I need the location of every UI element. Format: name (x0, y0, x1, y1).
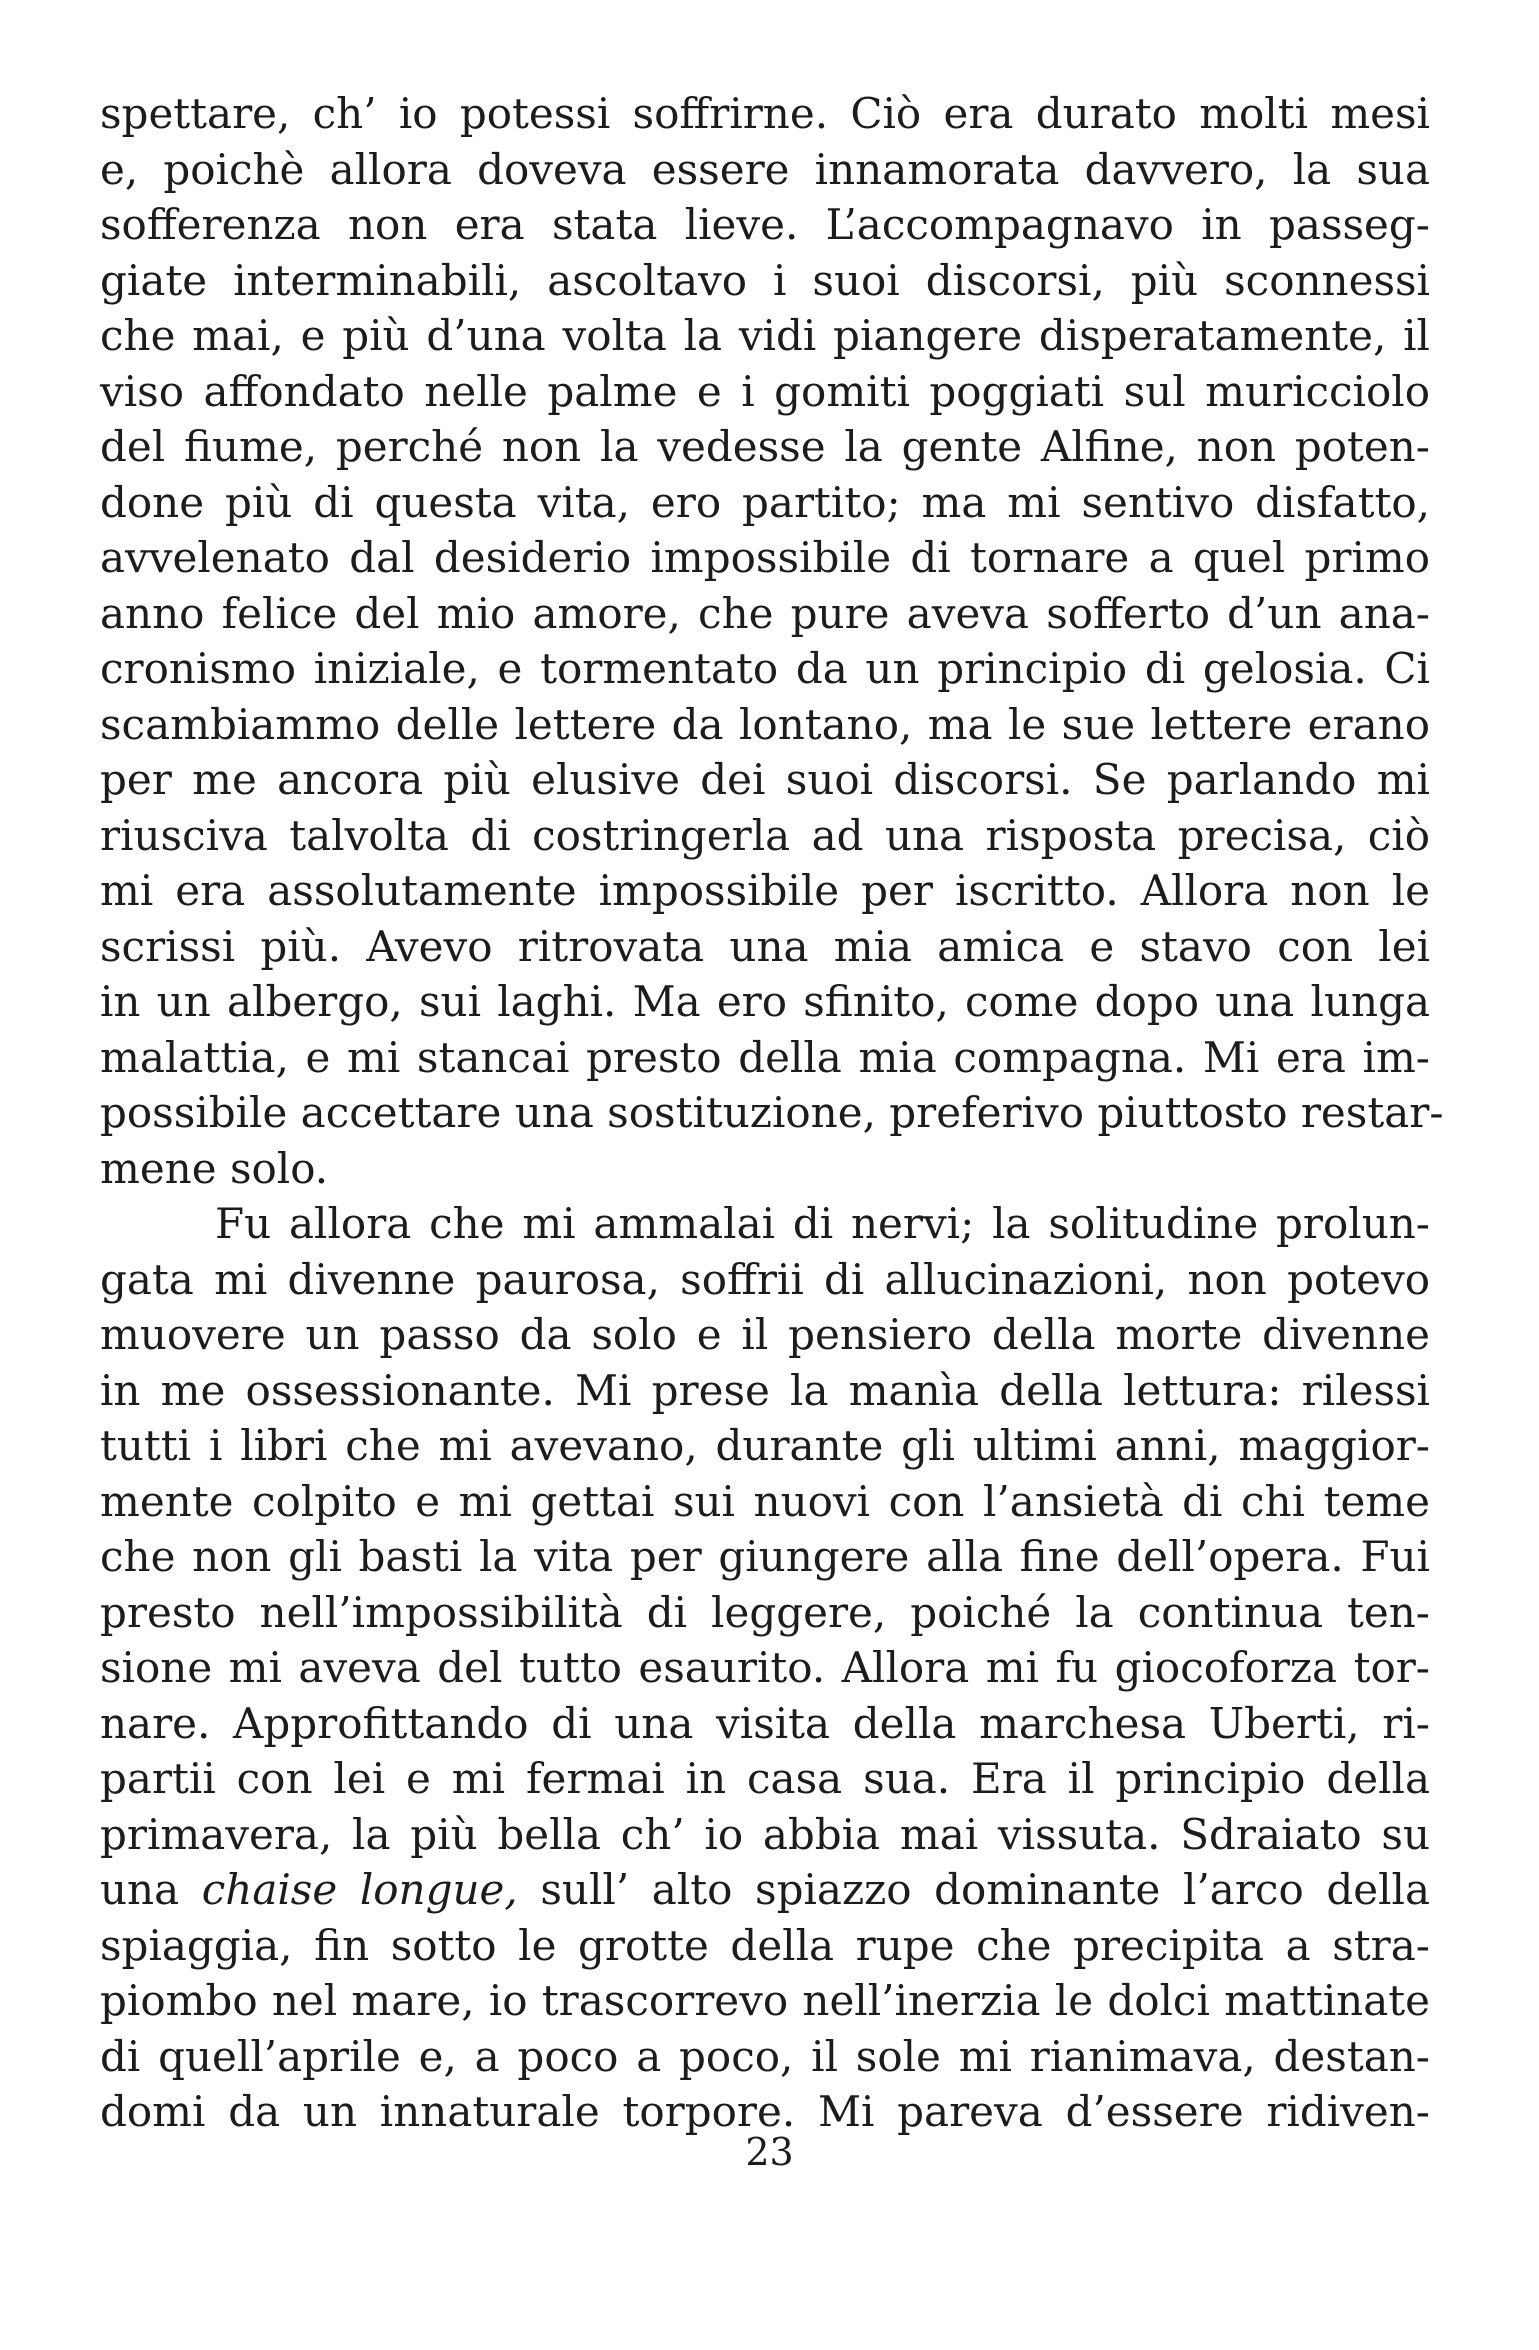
text-line: sione mi aveva del tutto esaurito. Allora mi fu giocoforza tor- (100, 1643, 1430, 1692)
text-line: in me ossessionante. Mi prese la manìa della lettura: rilessi (100, 1365, 1430, 1415)
text-line: spiaggia, fin sotto le grotte della rupe che precipita a stra- (100, 1920, 1430, 1970)
text-fragment: sull’ alto spiazzo dominante l’arco della (517, 1865, 1430, 1914)
text-line: muovere un passo da solo e il pensiero della morte divenne (100, 1310, 1430, 1359)
text-line: giate interminabili, ascoltavo i suoi discorsi, più sconnessi (100, 255, 1430, 305)
text-line: scrissi più. Avevo ritrovata una mia amica e stavo con lei (100, 921, 1430, 971)
text-line-with-italic (100, 1862, 1430, 1918)
text-line: riusciva talvolta di costringerla ad una risposta precisa, ciò (100, 810, 1430, 860)
text-line: anno felice del mio amore, che pure aveva sofferto d’un ana- (100, 588, 1430, 638)
text-line: possibile accettare una sostituzione, preferivo piuttosto restar- (100, 1088, 1444, 1137)
text-line: e, poichè allora doveva essere innamorata davvero, la sua (100, 144, 1430, 194)
text-line: mene solo. (100, 1143, 329, 1193)
italic-phrase: chaise longue, (201, 1865, 518, 1914)
text-line: scambiammo delle lettere da lontano, ma le sue lettere erano (100, 699, 1430, 749)
text-line: Fu allora che mi ammalai di nervi; la solitudine prolun- (215, 1199, 1430, 1248)
text-line: piombo nel mare, io trascorrevo nell’inerzia le dolci mattinate (100, 1976, 1430, 2025)
text-line: per me ancora più elusive dei suoi discorsi. Se parlando mi (100, 755, 1430, 804)
text-line: gata mi divenne paurosa, soffrii di allucinazioni, non potevo (100, 1254, 1430, 1304)
text-line: sofferenza non era stata lieve. L’accompagnavo in passeg- (100, 200, 1430, 249)
text-line: tutti i libri che mi avevano, durante gli ultimi anni, maggior- (100, 1421, 1430, 1470)
text-line: done più di questa vita, ero partito; ma mi sentivo disfatto, (100, 477, 1430, 527)
text-line: viso affondato nelle palme e i gomiti poggiati sul muricciolo (100, 366, 1430, 416)
text-line: in un albergo, sui laghi. Ma ero sfinito, come dopo una lunga (100, 977, 1430, 1026)
text-line: malattia, e mi stancai presto della mia compagna. Mi era im- (100, 1032, 1430, 1082)
text-line: mi era assolutamente impossibile per iscritto. Allora non le (100, 866, 1430, 915)
text-line: che mai, e più d’una volta la vidi piangere disperatamente, il (100, 311, 1430, 360)
text-line: avvelenato dal desiderio impossibile di tornare a quel primo (100, 533, 1430, 582)
text-line: che non gli basti la vita per giungere alla fine dell’opera. Fui (100, 1532, 1430, 1581)
text-fragment: una (100, 1865, 202, 1914)
text-line: spettare, ch’ io potessi soffrirne. Ciò era durato molti mesi (100, 89, 1430, 138)
text-line: mente colpito e mi gettai sui nuovi con l’ansietà di chi teme (100, 1476, 1430, 1526)
text-line: primavera, la più bella ch’ io abbia mai vissuta. Sdraiato su (100, 1809, 1430, 1859)
text-line: partii con lei e mi fermai in casa sua. Era il principio della (100, 1754, 1430, 1803)
text-line: del fiume, perché non la vedesse la gente Alfine, non poten- (100, 422, 1430, 471)
body-text (100, 86, 1444, 2140)
text-line: di quell’aprile e, a poco a poco, il sole mi rianimava, destan- (100, 2031, 1430, 2081)
text-line: presto nell’impossibilità di leggere, poiché la continua ten- (100, 1587, 1430, 1637)
page-number: 23 (745, 2130, 794, 2174)
text-line: cronismo iniziale, e tormentato da un principio di gelosia. Ci (100, 644, 1430, 693)
text-line: nare. Approfittando di una visita della marchesa Uberti, ri- (100, 1698, 1430, 1748)
text-line: domi da un innaturale torpore. Mi pareva d’essere ridiven- (100, 2087, 1430, 2136)
